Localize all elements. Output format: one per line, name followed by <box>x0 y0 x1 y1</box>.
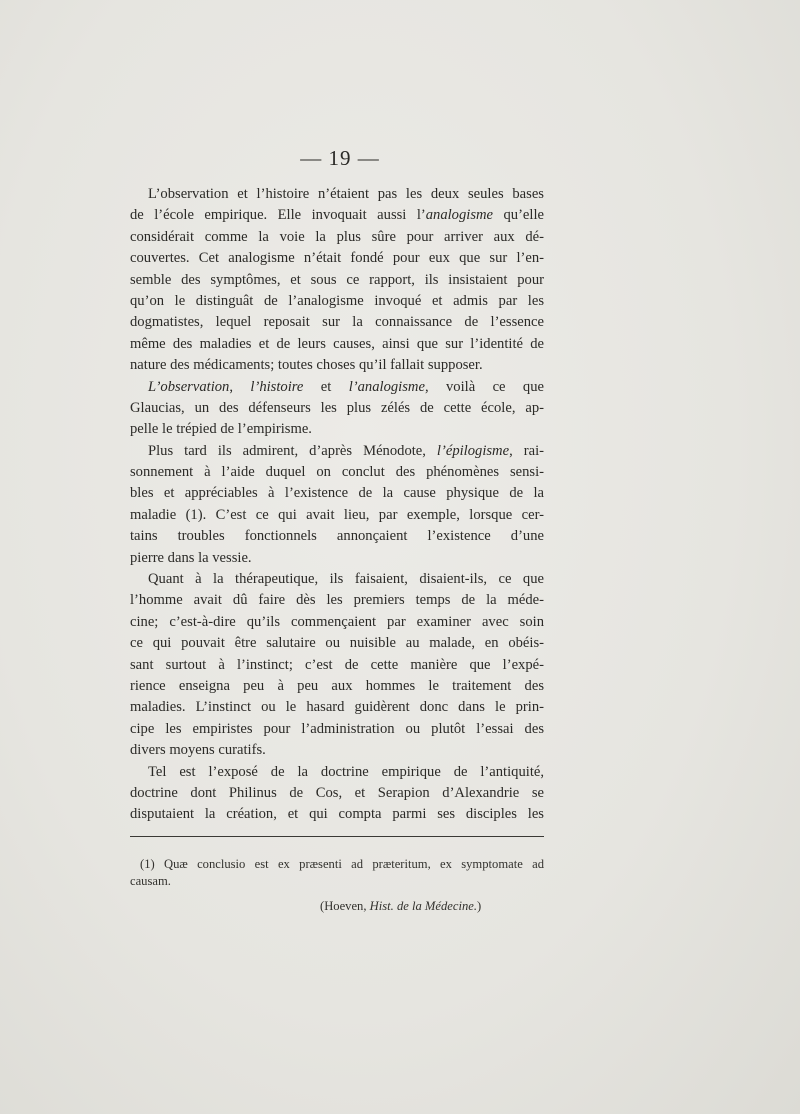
text-segment: de l’école empirique. Elle invoquait aussi l’ <box>130 207 426 224</box>
text-segment: , voilà ce que <box>424 378 544 395</box>
text-line: bles et appréciables à l’existence de la cause physique de la <box>130 485 544 502</box>
body-text <box>130 184 544 826</box>
italic-term: analogisme <box>425 207 494 224</box>
italic-title: Hist. de la Médecine. <box>369 899 478 913</box>
text-line: nature des médicaments; toutes choses qu’il fallait supposer. <box>130 357 483 374</box>
text-line <box>130 441 544 462</box>
text-line: maladies. L’instinct ou le hasard guidèrent donc dans le prin- <box>130 699 544 716</box>
text-line: divers moyens curatifs. <box>130 742 266 759</box>
text-segment: qu’elle <box>493 207 545 224</box>
text-segment: ) <box>477 899 482 913</box>
italic-term: L’observation <box>148 378 230 395</box>
footnote <box>130 856 544 915</box>
text-line: Quant à la thérapeutique, ils faisaient, disaient-ils, ce que <box>148 571 544 588</box>
text-line <box>130 377 544 398</box>
text-segment: (Hoeven, <box>320 899 370 913</box>
italic-term: l’analogisme <box>348 378 425 395</box>
text-line: dogmatistes, lequel reposait sur la connaissance de l’essence <box>130 314 544 331</box>
text-line: maladie (1). C’est ce qui avait lieu, par exemple, lorsque cer- <box>130 506 544 523</box>
text-line: couvertes. Cet analogisme n’était fondé pour eux que sur l’en- <box>130 250 544 267</box>
text-line: cipe les empiristes pour l’administration ou plutôt l’essai des <box>130 720 544 737</box>
text-segment: et <box>303 378 349 395</box>
text-segment: , <box>229 378 251 395</box>
text-line: doctrine dont Philinus de Cos, et Serapion d’Alexandrie se <box>130 784 544 801</box>
text-segment: , rai- <box>509 442 544 459</box>
text-segment: Plus tard ils admirent, d’après Ménodote, <box>148 442 437 459</box>
text-line: sonnement à l’aide duquel on conclut des phénomènes sensi- <box>130 464 544 481</box>
text-line: L’observation et l’histoire n’étaient pas les deux seules bases <box>148 186 544 202</box>
text-line: semble des symptômes, et sous ce rapport, ils insistaient pour <box>130 271 544 288</box>
text-line: qu’on le distinguât de l’analogisme invoqué et admis par les <box>130 292 544 309</box>
text-line: tains troubles fonctionnels annonçaient l’existence d’une <box>130 528 544 545</box>
footnote-attribution <box>130 898 544 915</box>
text-line: pelle le trépied de l’empirisme. <box>130 421 312 438</box>
page-number: — 19 — <box>300 146 380 170</box>
footnote-text: causam. <box>130 874 171 888</box>
text-line: Tel est l’exposé de la doctrine empirique de l’antiquité, <box>148 763 544 780</box>
text-line: cine; c’est-à-dire qu’ils commençaient par examiner avec soin <box>130 613 544 630</box>
italic-term: l’histoire <box>250 378 304 395</box>
text-line <box>130 205 544 226</box>
text-line: même des maladies et de leurs causes, ainsi que sur l’identité de <box>130 335 544 352</box>
text-line: pierre dans la vessie. <box>130 549 252 566</box>
footnote-text: (1) Quæ conclusio est ex præsenti ad præteritum, ex symptomate ad <box>140 857 544 871</box>
footnote-divider <box>130 836 544 837</box>
text-line: l’homme avait dû faire dès les premiers temps de la méde- <box>130 592 544 609</box>
text-line: ce qui pouvait être salutaire ou nuisible au malade, en obéis- <box>130 635 544 652</box>
text-line: sant surtout à l’instinct; c’est de cette manière que l’expé- <box>130 656 544 673</box>
italic-term: l’épilogisme <box>436 442 510 459</box>
text-line: rience enseigna peu à peu aux hommes le traitement des <box>130 677 544 694</box>
text-line: considérait comme la voie la plus sûre pour arriver aux dé- <box>130 228 544 245</box>
text-line: Glaucias, un des défenseurs les plus zélés de cette école, ap- <box>130 399 544 416</box>
text-line: disputaient la création, et qui compta parmi ses disciples les <box>130 806 544 823</box>
